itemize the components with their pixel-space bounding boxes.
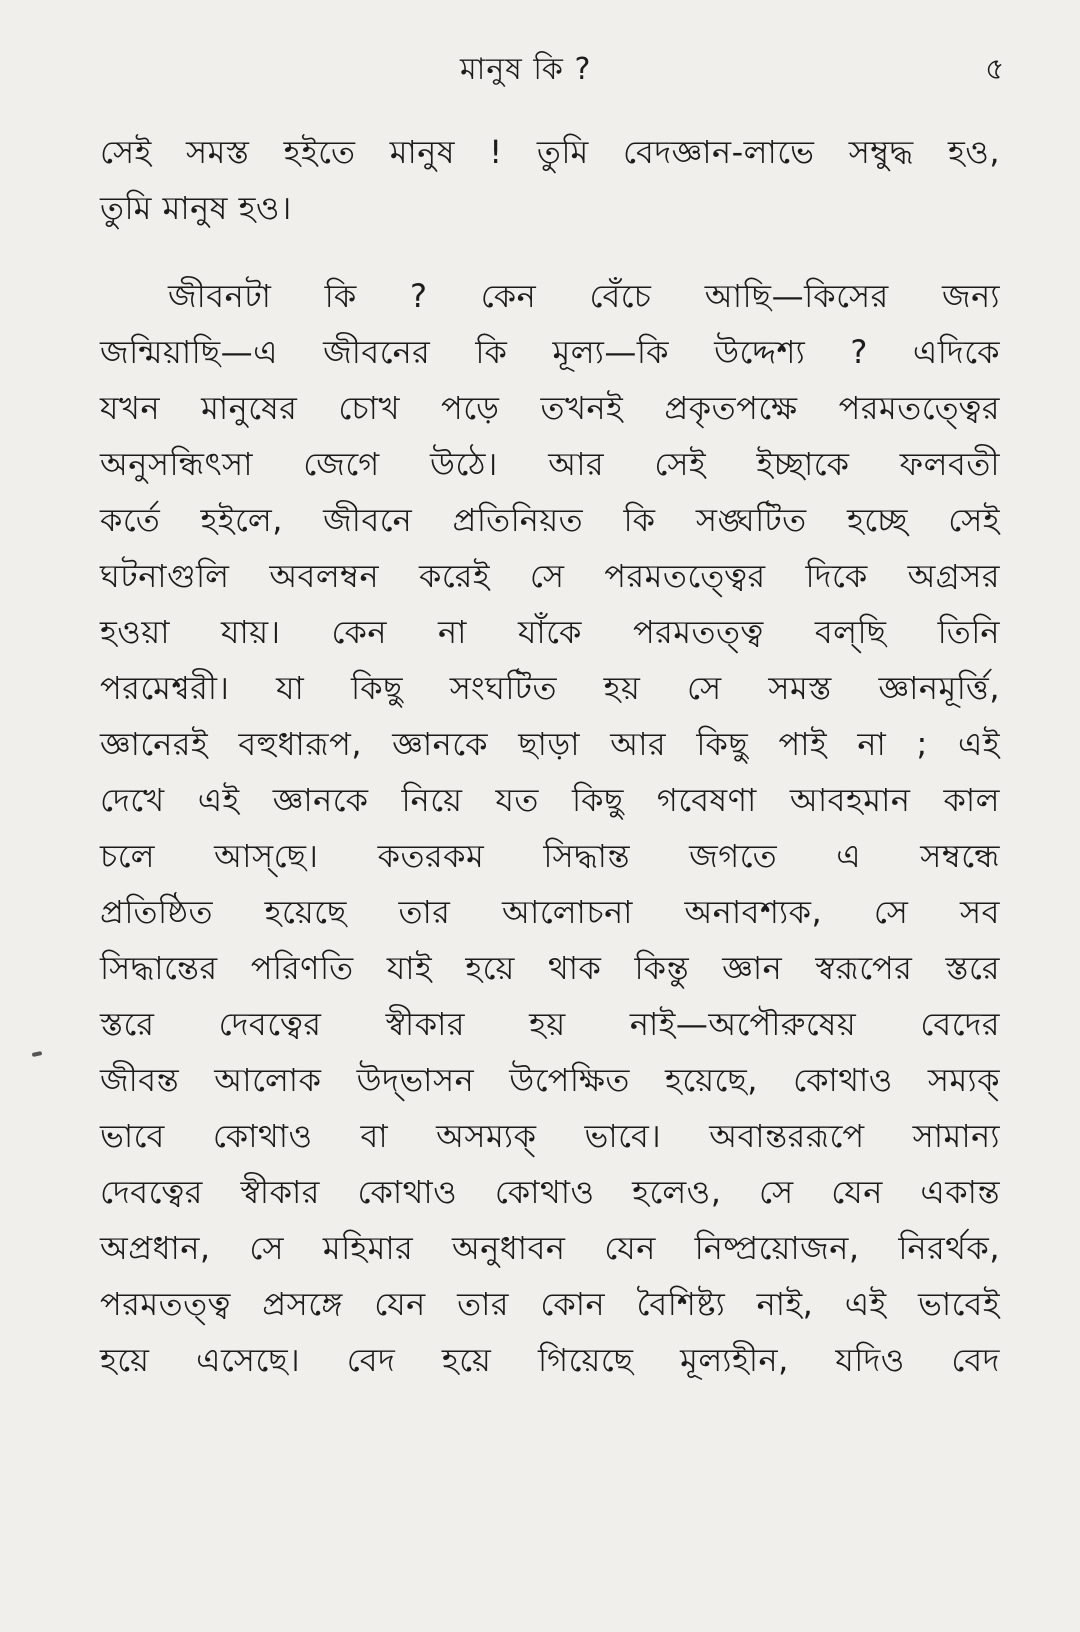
text-line: হয়ে এসেছে। বেদ হয়ে গিয়েছে মূল্যহীন, যদিও বেদ <box>100 1341 1000 1379</box>
text-line: সেই সমস্ত হইতে মানুষ ! তুমি বেদজ্ঞান-লাভে সম্বুদ্ধ হও, <box>100 133 1000 171</box>
text-line: যখন মানুষের চোখ পড়ে তখনই প্রকৃতপক্ষে পরমতত্ত্বের <box>100 389 1000 427</box>
text-line: পরমতত্ত্ব প্রসঙ্গে যেন তার কোন বৈশিষ্ট্য নাই, এই ভাবেই <box>100 1285 1000 1323</box>
text-line: ঘটনাগুলি অবলম্বন করেই সে পরমতত্ত্বের দিকে অগ্রসর <box>100 557 1000 595</box>
running-title: মানুষ কি ? <box>460 52 592 87</box>
paragraph-break <box>100 236 1000 268</box>
page-number: ৫ <box>985 52 1005 87</box>
text-line: চলে আস্‌ছে। কতরকম সিদ্ধান্ত জগতে এ সম্বন্ধে <box>100 837 1000 875</box>
text-line: জীবনটা কি ? কেন বেঁচে আছি—কিসের জন্য <box>168 277 1000 315</box>
text-line: দেবত্বের স্বীকার কোথাও কোথাও হলেও, সে যেন একান্ত <box>100 1173 1001 1211</box>
text-line: জীবন্ত আলোক উদ্‌ভাসন উপেক্ষিত হয়েছে, কোথাও সম্যক্ <box>100 1061 1000 1099</box>
text-line: জ্ঞানেরই বহুধারূপ, জ্ঞানকে ছাড়া আর কিছু পাই না ; এই <box>100 725 1000 763</box>
ink-speck <box>32 1051 43 1057</box>
text-line: অনুসন্ধিৎসা জেগে উঠে। আর সেই ইচ্ছাকে ফলবতী <box>100 445 1000 483</box>
text-line: তুমি মানুষ হও। <box>100 189 292 227</box>
text-line: স্তরে দেবত্বের স্বীকার হয় নাই—অপৌরুষেয় বেদের <box>100 1005 1000 1043</box>
text-line: সিদ্ধান্তের পরিণতি যাই হয়ে থাক কিন্তু জ্ঞান স্বরূপের স্তরে <box>100 949 1000 987</box>
text-line: দেখে এই জ্ঞানকে নিয়ে যত কিছু গবেষণা আবহমান কাল <box>100 781 1000 819</box>
text-line: অপ্রধান, সে মহিমার অনুধাবন যেন নিষ্প্রয়োজন, নিরর্থক, <box>100 1229 1000 1267</box>
text-line: হওয়া যায়। কেন না যাঁকে পরমতত্ত্ব বল্‌ছি তিনি <box>100 613 1000 651</box>
text-line: প্রতিষ্ঠিত হয়েছে তার আলোচনা অনাবশ্যক, সে সব <box>100 893 1000 931</box>
body-text <box>100 124 1000 1388</box>
text-line: ভাবে কোথাও বা অসম্যক্ ভাবে। অবান্তররূপে সামান্য <box>100 1117 1000 1155</box>
text-line: পরমেশ্বরী। যা কিছু সংঘটিত হয় সে সমস্ত জ্ঞানমূর্ত্তি, <box>100 669 1000 707</box>
text-line: জন্মিয়াছি—এ জীবনের কি মূল্য—কি উদ্দেশ্য ? এদিকে <box>100 333 1000 371</box>
running-header <box>0 50 1080 110</box>
text-line: কর্তে হইলে, জীবনে প্রতিনিয়ত কি সঙ্ঘটিত হচ্ছে সেই <box>100 501 1000 539</box>
